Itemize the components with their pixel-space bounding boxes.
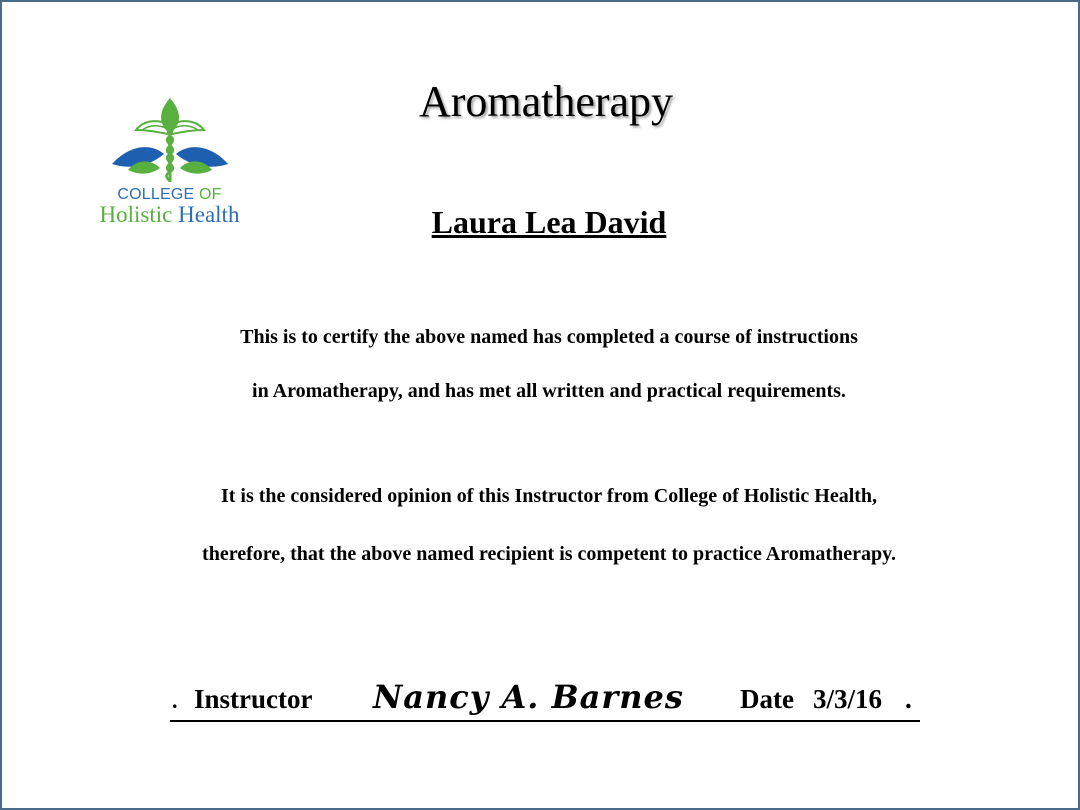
signature-leading-dot: . (172, 688, 178, 713)
opinion-text-line-2: therefore, that the above named recipient is competent to practice Aromatherapy. (202, 543, 896, 565)
certification-text-line-2: in Aromatherapy, and has met all written and practical requirements. (252, 380, 846, 402)
instructor-signature: Nancy A. Barnes (373, 678, 684, 716)
signature-line (170, 678, 920, 722)
certification-text-line-1: This is to certify the above named has completed a course of instructions (240, 326, 858, 348)
logo-text-holistic-health: Holistic Health (99, 202, 240, 227)
opinion-text-line-1: It is the considered opinion of this Instructor from College of Holistic Health, (220, 485, 878, 507)
signature-trailing-dot: . (905, 684, 912, 714)
course-title: Aromatherapy (418, 77, 674, 126)
date-value: 3/3/16 (813, 684, 883, 714)
logo-text-college: COLLEGE OF (117, 186, 222, 203)
date-label: Date (740, 684, 794, 714)
recipient-name: Laura Lea David (431, 204, 667, 240)
instructor-label: Instructor (194, 684, 313, 714)
